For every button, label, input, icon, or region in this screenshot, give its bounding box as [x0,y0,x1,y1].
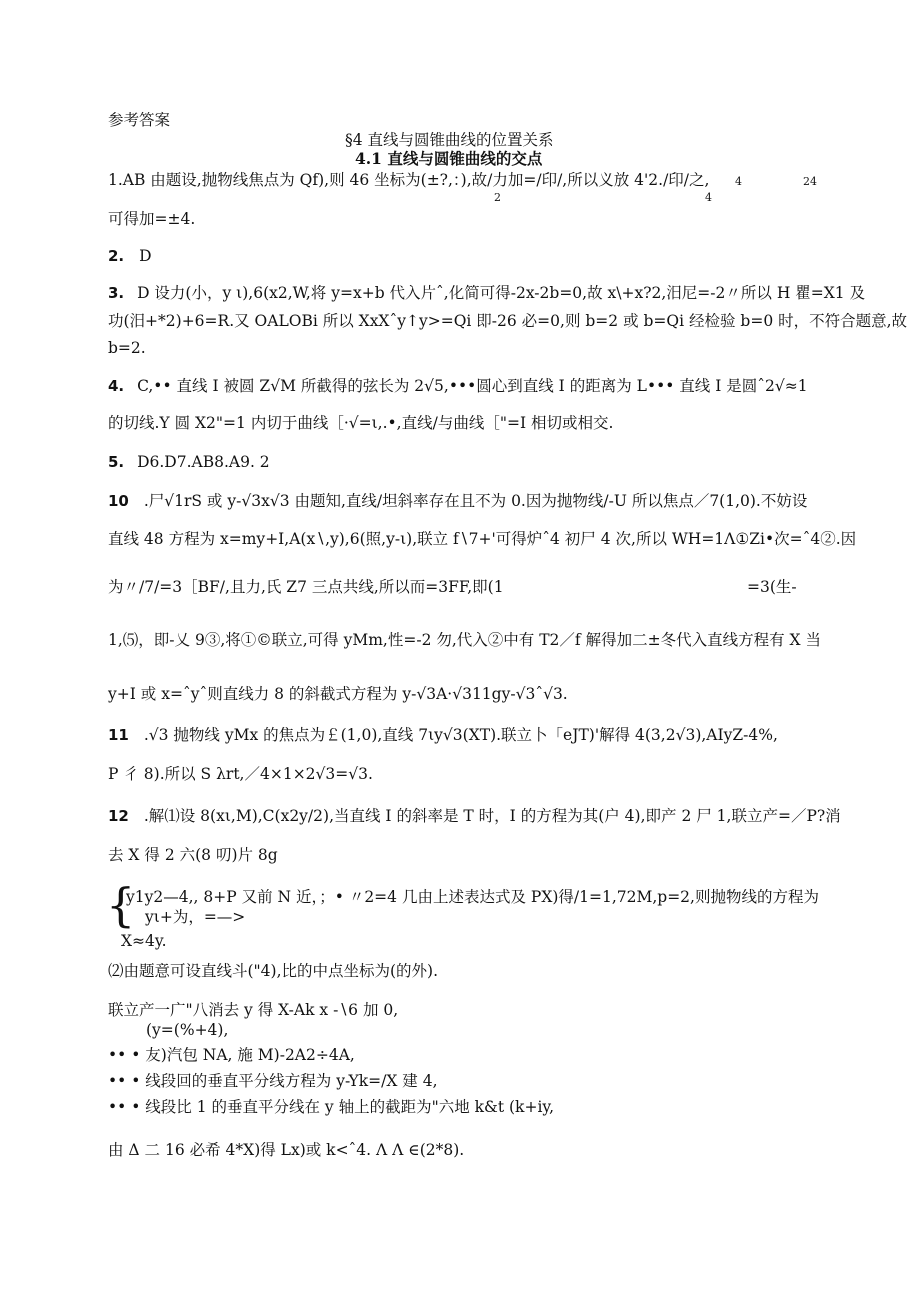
q12-line1: .解⑴设 8(xι,M),C(x2y/2),当直线 I 的斜率是 T 时，I 的方程为其(户 4),即产 2 尸 1,联立产=／P?消 [143,807,841,825]
q4-line2: 的切线.Y 圆 X2"=1 内切于曲线［·√=ι,.•,直线/与曲线［"=I 相切或相交. [108,414,614,432]
q3-line3: b=2. [108,339,146,357]
q11-line1: .√3 抛物线 yMx 的焦点为￡(1,0),直线 7ιy√3(XT).联立卜「eJT)'解得 4(3,2√3),AIyZ-4%, [143,726,778,744]
q10-number: 10 [108,492,129,510]
q12-part2-line2: 联立产一广"八消去 y 得 X-Ak x -∖6 加 0, [108,1001,399,1019]
q4-line1: C,•• 直线 I 被圆 Z√M 所截得的弦长为 2√5,•••圆心到直线 I 的距离为 L••• 直线 I 是圆ˆ2√≈1 [137,377,808,395]
q11-number: 11 [108,726,129,744]
q12-row1 [108,806,841,826]
q1-frac-top-b: 24 [803,175,817,188]
q1-frac-bottom-a: 2 [494,191,501,204]
left-brace: { [106,878,136,932]
q12-number: 12 [108,807,129,825]
q12-part2-line6: •• • 线段比 1 的垂直平分线在 y 轴上的截距为"六地 k&t (k+iy, [108,1098,555,1116]
q2-number: 2. [108,247,125,265]
q1-line2: 可得加=±4. [108,210,196,228]
q2-row [108,246,152,266]
section-subtitle: 4.1 直线与圆锥曲线的交点 [355,149,543,168]
q1-frac-bottom-b: 4 [705,191,712,204]
q3-number: 3. [108,284,125,302]
q10-line2: 直线 48 方程为 x=my+I,A(x∖,y),6(照,y-ι),联立 f∖7+'可得炉ˆ4 初尸 4 次,所以 WH=1Λ①Zi•次=ˆ4②.因 [108,530,857,548]
q10-line4: 1,⑸，即-乂 9③,将①©联立,可得 yMm,性=-2 勿,代入②中有 T2／f 解得加二±冬代入直线方程有 X 当 [108,631,821,649]
section-title: §4 直线与圆锥曲线的位置关系 [345,131,554,149]
q1-line1: 1.AB 由题设,抛物线焦点为 Qf),则 46 坐标为(±?,：),故/力加=/印/,所以义放 4'2./印/之, [108,171,710,189]
q3-row1 [108,283,865,303]
q5-row [108,452,270,472]
q4-number: 4. [108,377,125,395]
q11-line2: P 彳 8).所以 S λrt,／4×1×2√3=√3. [108,765,373,783]
q12-line2: 去 X 得 2 六(8 叨)片 8g [108,846,278,864]
q12-brace-line1: y1y2—4,, 8+P 又前 N 近，；• 〃2=4 几由上述表达式及 PX)得/1=1,72M,p=2,则抛物线的方程为 [126,888,819,906]
q12-part2-line1: ⑵由题意可设直线斗("4),比的中点坐标为(的外). [108,962,439,980]
q10-line3a: 为〃/7/=3［BF/,且力,氏 Z7 三点共线,所以而=3FF,即(1 [108,578,504,596]
q10-line5: y+I 或 x=ˆyˆ则直线力 8 的斜截式方程为 y-√3A·√311gy-√3ˆ√3. [108,685,568,703]
q2-answer: D [139,247,152,265]
q12-part2-line3: (y=(%+4), [146,1021,229,1039]
q10-line1: .尸√1rS 或 y-√3x√3 由题知,直线/坦斜率存在且不为 0.因为抛物线/-U 所以焦点／7(1,0).不妨设 [143,492,808,510]
q12-part2-line5: •• • 线段回的垂直平分线方程为 y-Yk=/X 建 4, [108,1072,438,1090]
q3-line2: 功(汨+*2)+6=R.又 OALOBi 所以 XxXˆy↑y>=Qi 即-26 必=0,则 b=2 或 b=Qi 经检验 b=0 时，不符合题意,故 [108,312,908,330]
q4-row1 [108,376,808,396]
q12-brace-line2: yι+为，=—> [145,908,246,926]
header-label: 参考答案 [108,111,171,129]
q3-line1: D 设力(小，y ι),6(x2,W,将 y=x+b 代入片ˆ,化简可得-2x-2b=0,故 x\+x?2,汨尼=-2〃所以 H 瞿=X1 及 [137,284,866,302]
q12-part2-line7: 由 Δ 二 16 必希 4*X)得 Lx)或 k<ˆ4. Λ Λ ∈(2*8). [108,1141,465,1159]
q11-row1 [108,725,778,745]
q12-line3: X≈4y. [121,932,167,950]
q12-part2-line4: •• • 友)汽包 NA, 施 M)-2A2÷4A, [108,1046,355,1064]
q10-row1 [108,491,807,511]
q5-answers: D6.D7.AB8.A9. 2 [137,453,270,471]
q5-number: 5. [108,453,125,471]
q1-frac-top-a: 4 [735,175,742,188]
q10-line3b: =3(生- [747,578,797,596]
